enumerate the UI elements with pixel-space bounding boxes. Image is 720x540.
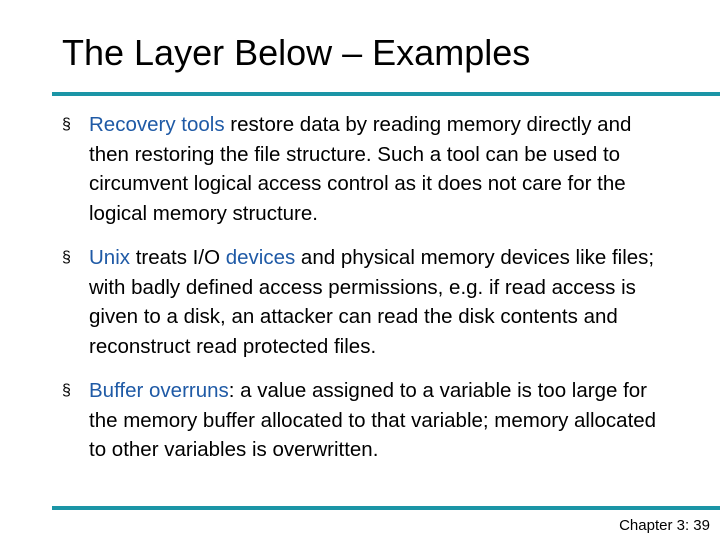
bullet-item-buffer-overruns	[62, 376, 672, 465]
bullet-item-recovery-tools	[62, 110, 672, 228]
footer-divider	[52, 506, 720, 510]
term-buffer-overruns: Buffer overruns	[89, 379, 229, 402]
bullet-text: treats I/O	[130, 246, 226, 269]
bullet-list	[62, 110, 672, 480]
bullet-text: and physical memory devices like files; with badly defined access permissions, e.g. if read access is given to a disk, an attacker can read the disk contents and reconstruct read protected files.	[89, 246, 655, 358]
term-recovery-tools: Recovery tools	[89, 113, 225, 136]
bullet-text: : a value assigned to a variable is too large for the memory buffer allocated to that variable; memory allocated to other variables is overwritten.	[89, 379, 657, 461]
bullet-marker-icon: §	[62, 249, 71, 266]
slide-footer: Chapter 3: 39	[619, 517, 710, 534]
bullet-item-unix	[62, 243, 672, 361]
term-unix: Unix	[89, 246, 131, 269]
bullet-marker-icon: §	[62, 382, 71, 399]
slide-title: The Layer Below – Examples	[62, 32, 531, 73]
bullet-marker-icon: §	[62, 116, 71, 133]
term-devices: devices	[225, 246, 296, 269]
bullet-text: restore data by reading memory directly and then restoring the file structure. Such a tool can be used to circumvent logical access control as it does not care for the logical memory structure.	[89, 113, 632, 225]
title-divider	[52, 92, 720, 96]
